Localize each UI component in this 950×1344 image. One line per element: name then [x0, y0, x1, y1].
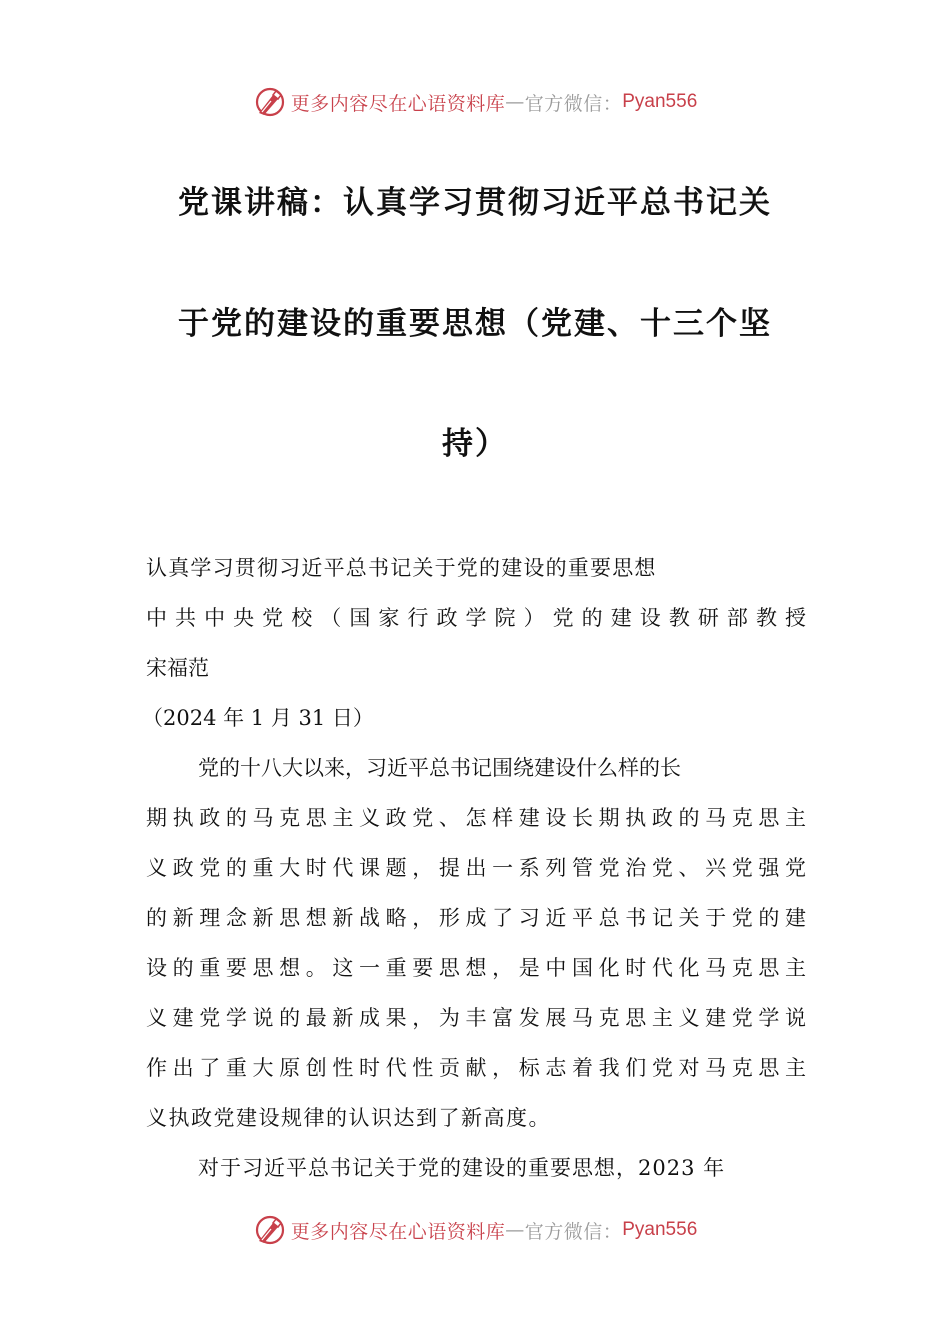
author-name: 宋福范	[146, 656, 209, 680]
paragraph-1-line-5: 设的重要思想。这一重要思想，是中国化时代化马克思主	[146, 956, 806, 980]
pen-nib-logo-icon	[253, 85, 287, 119]
paragraph-1-line-6: 义建党学说的最新成果，为丰富发展马克思主义建党学说	[146, 1006, 806, 1030]
document-title-line-2: 于党的建设的重要思想（党建、十三个坚	[178, 306, 772, 342]
author-affiliation: 中共中央党校（国家行政学院）党的建设教研部教授	[146, 606, 806, 630]
paragraph-1-line-1: 党的十八大以来，习近平总书记围绕建设什么样的长	[198, 756, 681, 780]
paragraph-1-line-7: 作出了重大原创性时代性贡献，标志着我们党对马克思主	[146, 1056, 806, 1080]
watermark-separator: —	[505, 1219, 525, 1241]
watermark-site-text: 更多内容尽在心语资料库	[290, 92, 506, 115]
paragraph-1-line-2: 期执政的马克思主义政党、怎样建设长期执政的马克思主	[146, 806, 806, 830]
watermark-banner-bottom	[0, 1210, 950, 1250]
subtitle: 认真学习贯彻习近平总书记关于党的建设的重要思想	[146, 556, 657, 580]
watermark-wechat-label: 官方微信：	[524, 1220, 623, 1243]
paragraph-1-line-4: 的新理念新思想新战略，形成了习近平总书记关于党的建	[146, 906, 806, 930]
watermark-wechat-label: 官方微信：	[524, 92, 623, 115]
document-title-line-3: 持）	[442, 426, 508, 462]
document-title-line-1: 党课讲稿：认真学习贯彻习近平总书记关	[178, 185, 772, 221]
pen-nib-logo-icon	[253, 1213, 287, 1247]
watermark-separator: —	[505, 91, 525, 113]
watermark-wechat-id: Pyan556	[622, 91, 698, 112]
paragraph-1-line-3: 义政党的重大时代课题，提出一系列管党治党、兴党强党	[146, 856, 806, 880]
watermark-banner-top	[0, 82, 950, 122]
paragraph-2-line-1: 对于习近平总书记关于党的建设的重要思想，2023 年	[198, 1156, 726, 1180]
watermark-wechat-id: Pyan556	[622, 1219, 698, 1240]
paragraph-1-line-8: 义执政党建设规律的认识达到了新高度。	[146, 1106, 551, 1130]
watermark-site-text: 更多内容尽在心语资料库	[290, 1220, 506, 1243]
date-line: （2024 年 1 月 31 日）	[142, 706, 374, 730]
